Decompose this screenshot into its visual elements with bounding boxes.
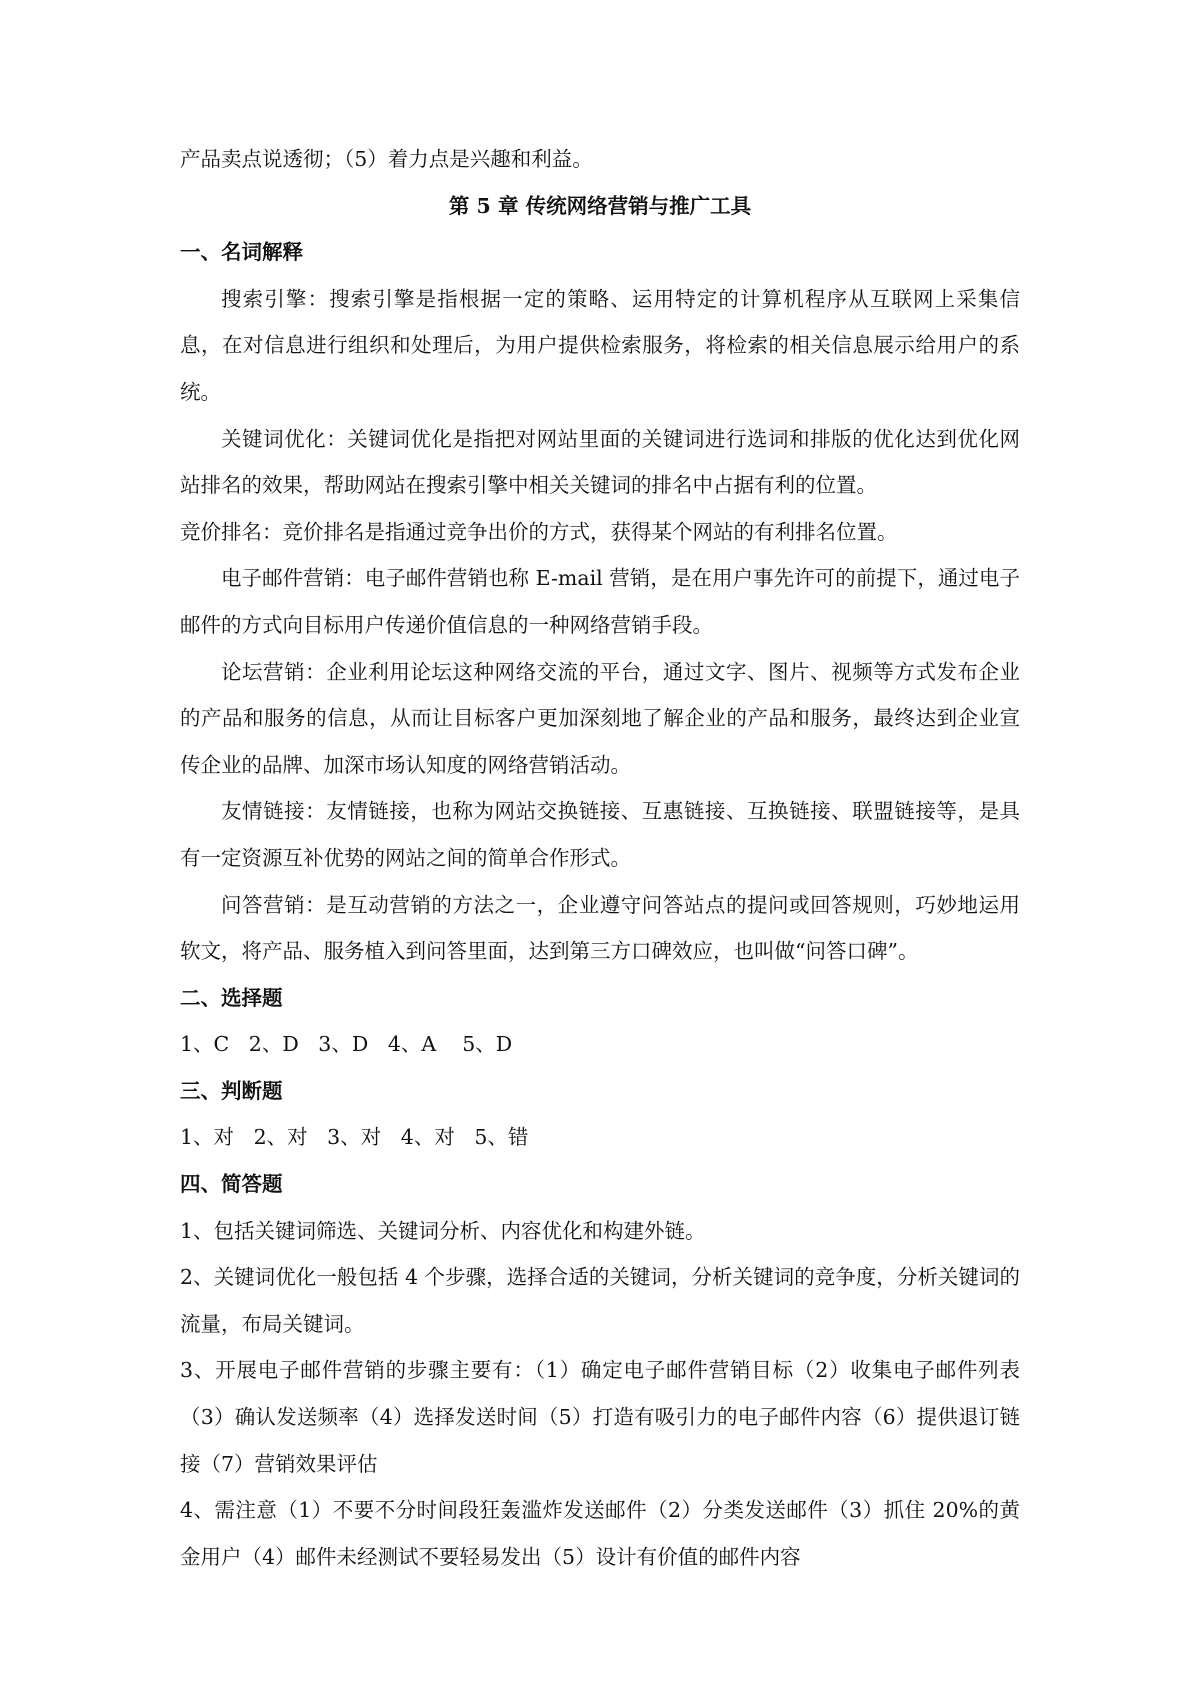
definition-friend-links: 友情链接：友情链接，也称为网站交换链接、互惠链接、互换链接、联盟链接等，是具有一定资源互补优势的网站之间的简单合作形式。 bbox=[180, 799, 1020, 870]
short-answer-3: 3、开展电子邮件营销的步骤主要有：（1）确定电子邮件营销目标（2）收集电子邮件列表（3）确认发送频率（4）选择发送时间（5）打造有吸引力的电子邮件内容（6）提供退订链接（7）营销效果评估 bbox=[180, 1358, 1020, 1476]
section-heading-definitions: 一、名词解释 bbox=[180, 240, 303, 265]
definition-qa-marketing: 问答营销：是互动营销的方法之一，企业遵守问答站点的提问或回答规则，巧妙地运用软文，将产品、服务植入到问答里面，达到第三方口碑效应，也叫做“问答口碑”。 bbox=[180, 892, 1020, 964]
top-line: 产品卖点说透彻；（5）着力点是兴趣和利益。 bbox=[180, 147, 593, 171]
document-page bbox=[180, 136, 1020, 1580]
definition-search-engine: 搜索引擎：搜索引擎是指根据一定的策略、运用特定的计算机程序从互联网上采集信息，在对信息进行组织和处理后，为用户提供检索服务，将检索的相关信息展示给用户的系统。 bbox=[180, 286, 1020, 404]
section-heading-multiple-choice: 二、选择题 bbox=[180, 985, 283, 1010]
definition-forum-marketing: 论坛营销：企业利用论坛这种网络交流的平台，通过文字、图片、视频等方式发布企业的产品和服务的信息，从而让目标客户更加深刻地了解企业的产品和服务，最终达到企业宣传企业的品牌、加深市场认知度的网络营销活动。 bbox=[180, 659, 1020, 777]
section-heading-true-false: 三、判断题 bbox=[180, 1078, 283, 1103]
short-answer-2: 2、关键词优化一般包括 4 个步骤，选择合适的关键词，分析关键词的竞争度，分析关键词的流量，布局关键词。 bbox=[180, 1265, 1020, 1336]
short-answer-4: 4、需注意（1）不要不分时间段狂轰滥炸发送邮件（2）分类发送邮件（3）抓住 20%的黄金用户（4）邮件未经测试不要轻易发出（5）设计有价值的邮件内容 bbox=[180, 1498, 1020, 1569]
definition-bidding-ranking: 竞价排名：竞价排名是指通过竞争出价的方式，获得某个网站的有利排名位置。 bbox=[180, 519, 898, 544]
multiple-choice-answers: 1、C 2、D 3、D 4、A 5、D bbox=[180, 1032, 513, 1057]
definition-email-marketing: 电子邮件营销：电子邮件营销也称 E-mail 营销，是在用户事先许可的前提下，通过电子邮件的方式向目标用户传递价值信息的一种网络营销手段。 bbox=[180, 566, 1020, 637]
short-answer-1: 1、包括关键词筛选、关键词分析、内容优化和构建外链。 bbox=[180, 1218, 706, 1243]
definition-keyword-optimization: 关键词优化：关键词优化是指把对网站里面的关键词进行选词和排版的优化达到优化网站排名的效果，帮助网站在搜索引擎中相关关键词的排名中占据有利的位置。 bbox=[180, 426, 1020, 498]
section-heading-short-answer: 四、简答题 bbox=[180, 1172, 283, 1197]
chapter-title: 第 5 章 传统网络营销与推广工具 bbox=[448, 193, 752, 218]
true-false-answers: 1、对 2、对 3、对 4、对 5、错 bbox=[180, 1125, 529, 1150]
